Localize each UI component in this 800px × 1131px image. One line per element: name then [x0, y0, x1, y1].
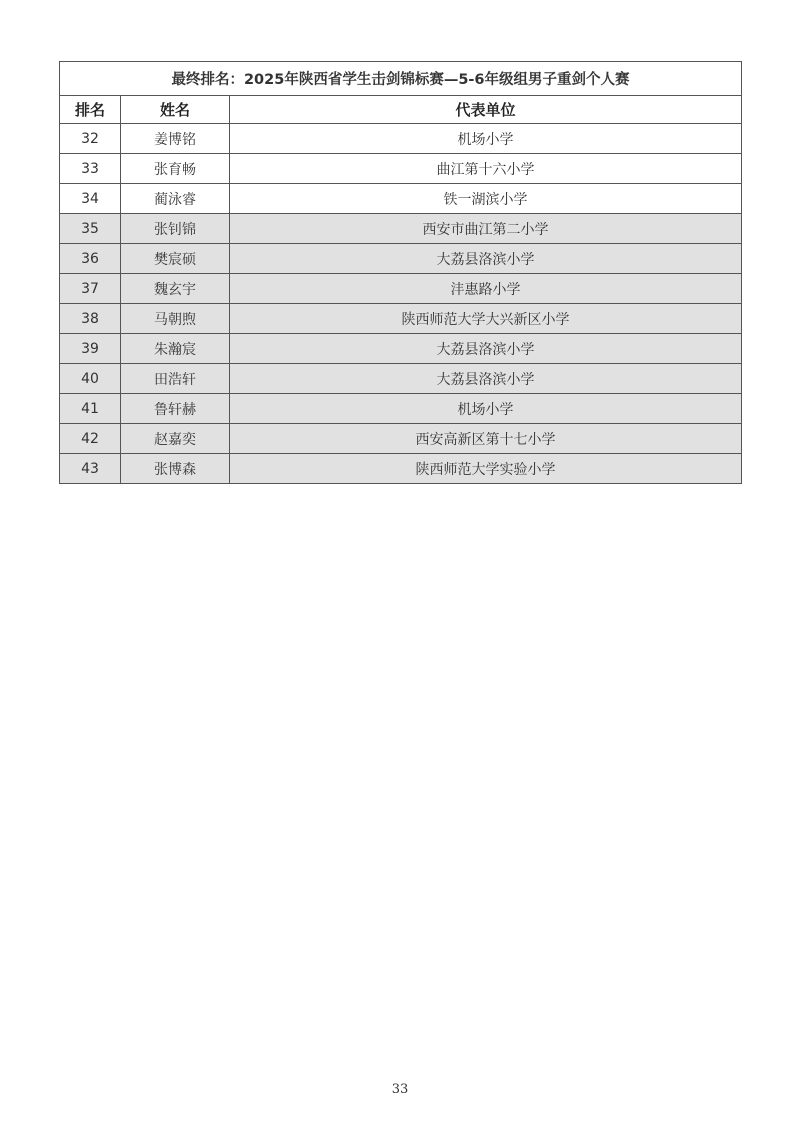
header-rank: 排名 — [60, 96, 121, 124]
cell-unit: 机场小学 — [230, 124, 742, 154]
table-row — [60, 184, 742, 214]
cell-unit: 铁一湖滨小学 — [230, 184, 742, 214]
table-row — [60, 364, 742, 394]
cell-name: 姜博铭 — [121, 124, 230, 154]
table-row — [60, 124, 742, 154]
table-title: 最终排名：2025年陕西省学生击剑锦标赛—5-6年级组男子重剑个人赛 — [60, 62, 742, 96]
cell-name: 田浩轩 — [121, 364, 230, 394]
cell-rank: 32 — [60, 124, 121, 154]
header-unit: 代表单位 — [230, 96, 742, 124]
table-row — [60, 424, 742, 454]
cell-unit: 大荔县洛滨小学 — [230, 244, 742, 274]
cell-name: 张育畅 — [121, 154, 230, 184]
cell-name: 鲁轩赫 — [121, 394, 230, 424]
table-body — [60, 124, 742, 484]
cell-unit: 沣惠路小学 — [230, 274, 742, 304]
ranking-table — [59, 61, 742, 484]
cell-rank: 43 — [60, 454, 121, 484]
table-row — [60, 304, 742, 334]
cell-unit: 西安市曲江第二小学 — [230, 214, 742, 244]
cell-unit: 陕西师范大学实验小学 — [230, 454, 742, 484]
table-row — [60, 454, 742, 484]
cell-rank: 37 — [60, 274, 121, 304]
cell-unit: 陕西师范大学大兴新区小学 — [230, 304, 742, 334]
cell-rank: 33 — [60, 154, 121, 184]
cell-name: 魏玄宇 — [121, 274, 230, 304]
cell-rank: 42 — [60, 424, 121, 454]
cell-unit: 机场小学 — [230, 394, 742, 424]
cell-name: 樊宸硕 — [121, 244, 230, 274]
cell-name: 张博森 — [121, 454, 230, 484]
table-row — [60, 334, 742, 364]
table-row — [60, 244, 742, 274]
table-title-row — [60, 62, 742, 96]
cell-rank: 40 — [60, 364, 121, 394]
table-header-row — [60, 96, 742, 124]
cell-rank: 41 — [60, 394, 121, 424]
cell-unit: 大荔县洛滨小学 — [230, 334, 742, 364]
cell-name: 赵嘉奕 — [121, 424, 230, 454]
table-row — [60, 274, 742, 304]
cell-rank: 35 — [60, 214, 121, 244]
cell-name: 马朝煦 — [121, 304, 230, 334]
cell-name: 朱瀚宸 — [121, 334, 230, 364]
cell-unit: 大荔县洛滨小学 — [230, 364, 742, 394]
cell-rank: 36 — [60, 244, 121, 274]
cell-unit: 曲江第十六小学 — [230, 154, 742, 184]
cell-name: 张钊锦 — [121, 214, 230, 244]
header-name: 姓名 — [121, 96, 230, 124]
table-row — [60, 214, 742, 244]
table-row — [60, 154, 742, 184]
page-number: 33 — [391, 1082, 409, 1097]
cell-unit: 西安高新区第十七小学 — [230, 424, 742, 454]
cell-rank: 38 — [60, 304, 121, 334]
cell-rank: 39 — [60, 334, 121, 364]
cell-name: 蔺泳睿 — [121, 184, 230, 214]
table-row — [60, 394, 742, 424]
cell-rank: 34 — [60, 184, 121, 214]
